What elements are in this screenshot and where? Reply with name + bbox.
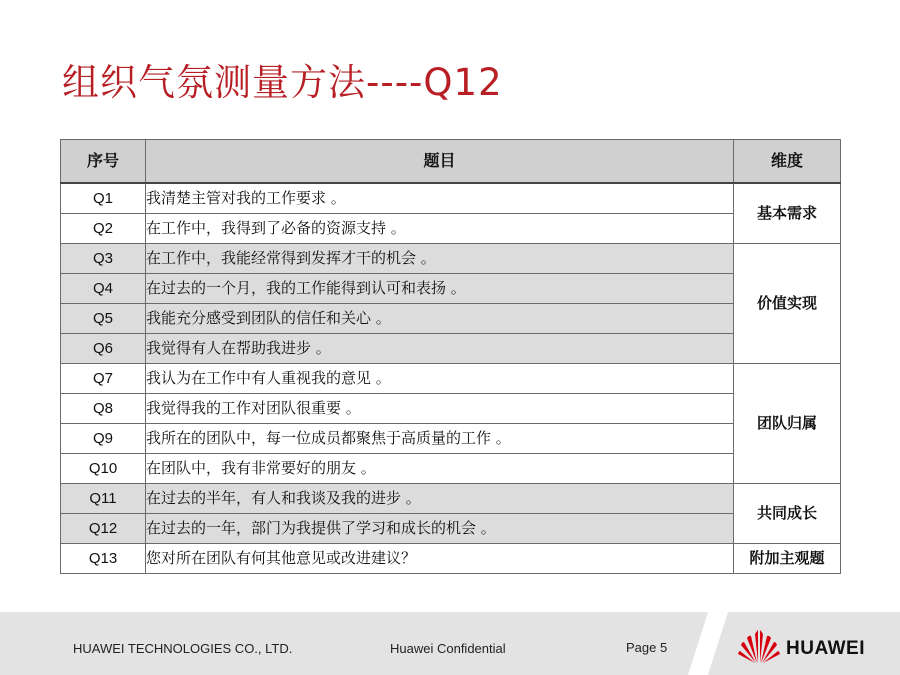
question-text: 您对所在团队有何其他意见或改进建议？ <box>146 544 734 574</box>
table-row <box>61 214 841 244</box>
question-text: 我觉得我的工作对团队很重要 。 <box>146 394 734 424</box>
table-row <box>61 484 841 514</box>
question-number: Q8 <box>61 394 146 424</box>
table-row <box>61 274 841 304</box>
table-row <box>61 304 841 334</box>
page-title: 组织气氛测量方法----Q12 <box>62 61 503 104</box>
header-dimension: 维度 <box>734 140 841 184</box>
footer-divider-slash <box>688 612 728 675</box>
question-text: 在工作中，我能经常得到发挥才干的机会 。 <box>146 244 734 274</box>
question-number: Q13 <box>61 544 146 574</box>
page-number: Page 5 <box>626 640 668 655</box>
question-number: Q11 <box>61 484 146 514</box>
huawei-logo-text: HUAWEI <box>786 638 865 659</box>
footer-bar <box>0 612 900 675</box>
table-row <box>61 183 841 214</box>
question-number: Q9 <box>61 424 146 454</box>
question-text: 在过去的一年，部门为我提供了学习和成长的机会 。 <box>146 514 734 544</box>
question-text: 我觉得有人在帮助我进步 。 <box>146 334 734 364</box>
table-row <box>61 514 841 544</box>
footer-confidential: Huawei Confidential <box>390 641 506 656</box>
dimension-cell: 基本需求 <box>734 183 841 244</box>
header-no: 序号 <box>61 140 146 184</box>
question-number: Q10 <box>61 454 146 484</box>
question-number: Q5 <box>61 304 146 334</box>
question-number: Q7 <box>61 364 146 394</box>
footer-company: HUAWEI TECHNOLOGIES CO., LTD. <box>73 641 293 656</box>
header-question: 题目 <box>146 140 734 184</box>
question-number: Q2 <box>61 214 146 244</box>
question-number: Q6 <box>61 334 146 364</box>
question-number: Q12 <box>61 514 146 544</box>
question-text: 我认为在工作中有人重视我的意见 。 <box>146 364 734 394</box>
table-row <box>61 454 841 484</box>
question-text: 我所在的团队中，每一位成员都聚焦于高质量的工作 。 <box>146 424 734 454</box>
table-header-row <box>61 140 841 184</box>
table-row <box>61 424 841 454</box>
dimension-cell: 团队归属 <box>734 364 841 484</box>
table-row <box>61 364 841 394</box>
question-number: Q3 <box>61 244 146 274</box>
question-text: 我能充分感受到团队的信任和关心 。 <box>146 304 734 334</box>
huawei-logo-icon <box>738 630 780 664</box>
question-text: 在工作中，我得到了必备的资源支持 。 <box>146 214 734 244</box>
question-text: 在过去的一个月，我的工作能得到认可和表扬 。 <box>146 274 734 304</box>
table-row <box>61 394 841 424</box>
dimension-cell: 共同成长 <box>734 484 841 544</box>
question-text: 在过去的半年，有人和我谈及我的进步 。 <box>146 484 734 514</box>
question-text: 在团队中，我有非常要好的朋友 。 <box>146 454 734 484</box>
dimension-cell: 附加主观题 <box>734 544 841 574</box>
dimension-cell: 价值实现 <box>734 244 841 364</box>
table-row <box>61 334 841 364</box>
q12-table <box>60 139 841 574</box>
question-text: 我清楚主管对我的工作要求 。 <box>146 183 734 214</box>
table-row <box>61 244 841 274</box>
table-row <box>61 544 841 574</box>
question-number: Q4 <box>61 274 146 304</box>
question-number: Q1 <box>61 183 146 214</box>
